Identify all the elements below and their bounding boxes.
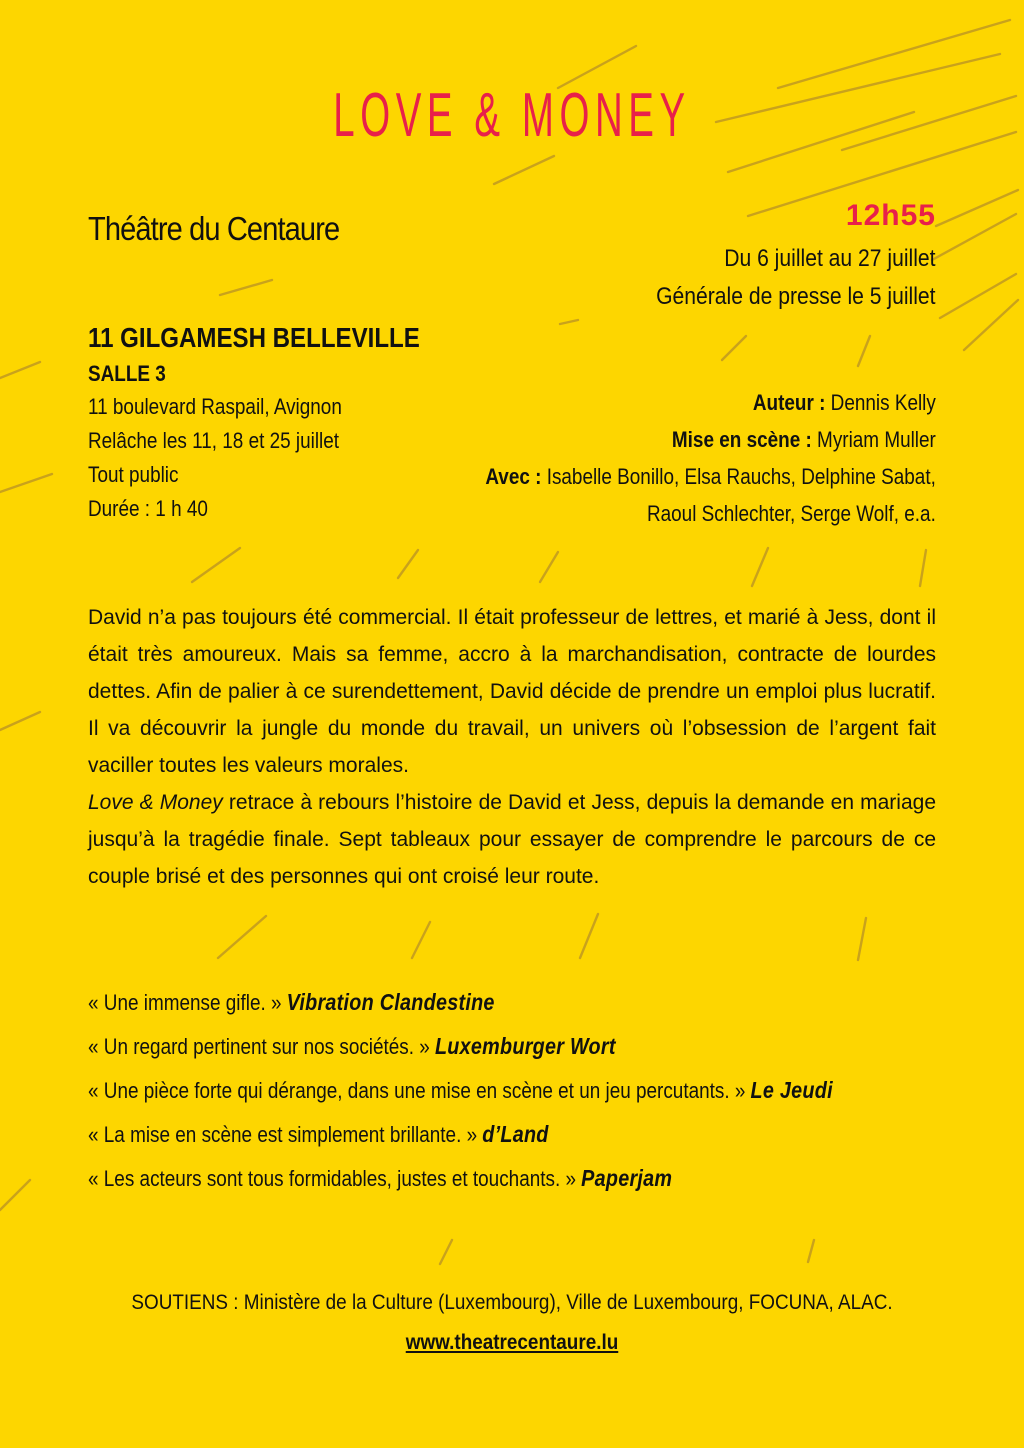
website-link[interactable]: www.theatrecentaure.lu — [405, 1331, 619, 1354]
venue-name: 11 GILGAMESH BELLEVILLE — [88, 322, 420, 353]
show-title: LOVE & MONEY — [333, 81, 691, 150]
venue-room: SALLE 3 — [88, 361, 166, 386]
review-item — [88, 1112, 862, 1156]
venue-address: 11 boulevard Raspail, Avignon — [88, 394, 342, 419]
venue-relache: Relâche les 11, 18 et 25 juillet — [88, 428, 340, 453]
run-dates: Du 6 juillet au 27 juillet — [724, 245, 936, 272]
director-label: Mise en scène : — [672, 427, 812, 452]
sponsors-line: SOUTIENS : Ministère de la Culture (Luxembourg), Ville de Luxembourg, FOCUNA, ALAC. — [131, 1291, 893, 1314]
review-source: Paperjam — [581, 1165, 673, 1191]
review-source: d’Land — [482, 1121, 549, 1147]
cast-line-2: Raoul Schlechter, Serge Wolf, e.a. — [647, 501, 936, 526]
review-item — [88, 1024, 862, 1068]
review-item — [88, 1068, 862, 1112]
synopsis-paragraph-2-text: retrace à rebours l’histoire de David et Jess, depuis la demande en mariage jusqu’à la tragédie finale. Sept tableaux pour essayer de comprendre le parcours de ce couple brisé et des personnes qui ont croisé leur route. — [88, 791, 937, 888]
schedule-dates — [657, 240, 936, 316]
review-quote: « Les acteurs sont tous formidables, justes et touchants. » — [88, 1166, 576, 1191]
credit-cast-continued — [485, 495, 936, 532]
review-quote: « Un regard pertinent sur nos sociétés. » — [88, 1034, 430, 1059]
venue-duration: Durée : 1 h 40 — [88, 496, 208, 521]
credits-block — [412, 384, 936, 532]
theatre-name: Théâtre du Centaure — [88, 210, 340, 247]
synopsis-paragraph-2 — [88, 784, 936, 895]
author-name: Dennis Kelly — [830, 390, 936, 415]
show-time: 12h55 — [845, 199, 936, 232]
author-label: Auteur : — [753, 390, 826, 415]
press-reviews — [88, 980, 988, 1200]
review-source: Vibration Clandestine — [286, 989, 495, 1015]
review-source: Le Jeudi — [750, 1077, 833, 1103]
review-quote: « La mise en scène est simplement brillante. » — [88, 1122, 478, 1147]
review-quote: « Une pièce forte qui dérange, dans une mise en scène et un jeu percutants. » — [88, 1078, 746, 1103]
synopsis — [88, 599, 936, 895]
cast-label: Avec : — [485, 464, 542, 489]
credit-author — [485, 384, 936, 421]
review-item — [88, 1156, 862, 1200]
review-quote: « Une immense gifle. » — [88, 990, 282, 1015]
venue-audience: Tout public — [88, 462, 179, 487]
cast-line-1: Isabelle Bonillo, Elsa Rauchs, Delphine Sabat, — [546, 464, 936, 489]
press-night: Générale de presse le 5 juillet — [656, 283, 936, 310]
synopsis-paragraph-1: David n’a pas toujours été commercial. Il était professeur de lettres, et marié à Jess, dont il était très amoureux. Mais sa femme, accro à la marchandisation, contracte de lourdes dettes. Afin de palier à ce surendettement, David décide de prendre un emploi plus lucratif. Il va découvrir la jungle du monde du travail, un univers où l’obsession de l’argent fait vaciller toutes les valeurs morales. — [88, 606, 936, 777]
director-name: Myriam Muller — [817, 427, 936, 452]
review-source: Luxemburger Wort — [434, 1033, 616, 1059]
credit-director — [485, 421, 936, 458]
synopsis-title-italic: Love & Money — [88, 791, 223, 814]
credit-cast — [485, 458, 936, 495]
review-item — [88, 980, 862, 1024]
